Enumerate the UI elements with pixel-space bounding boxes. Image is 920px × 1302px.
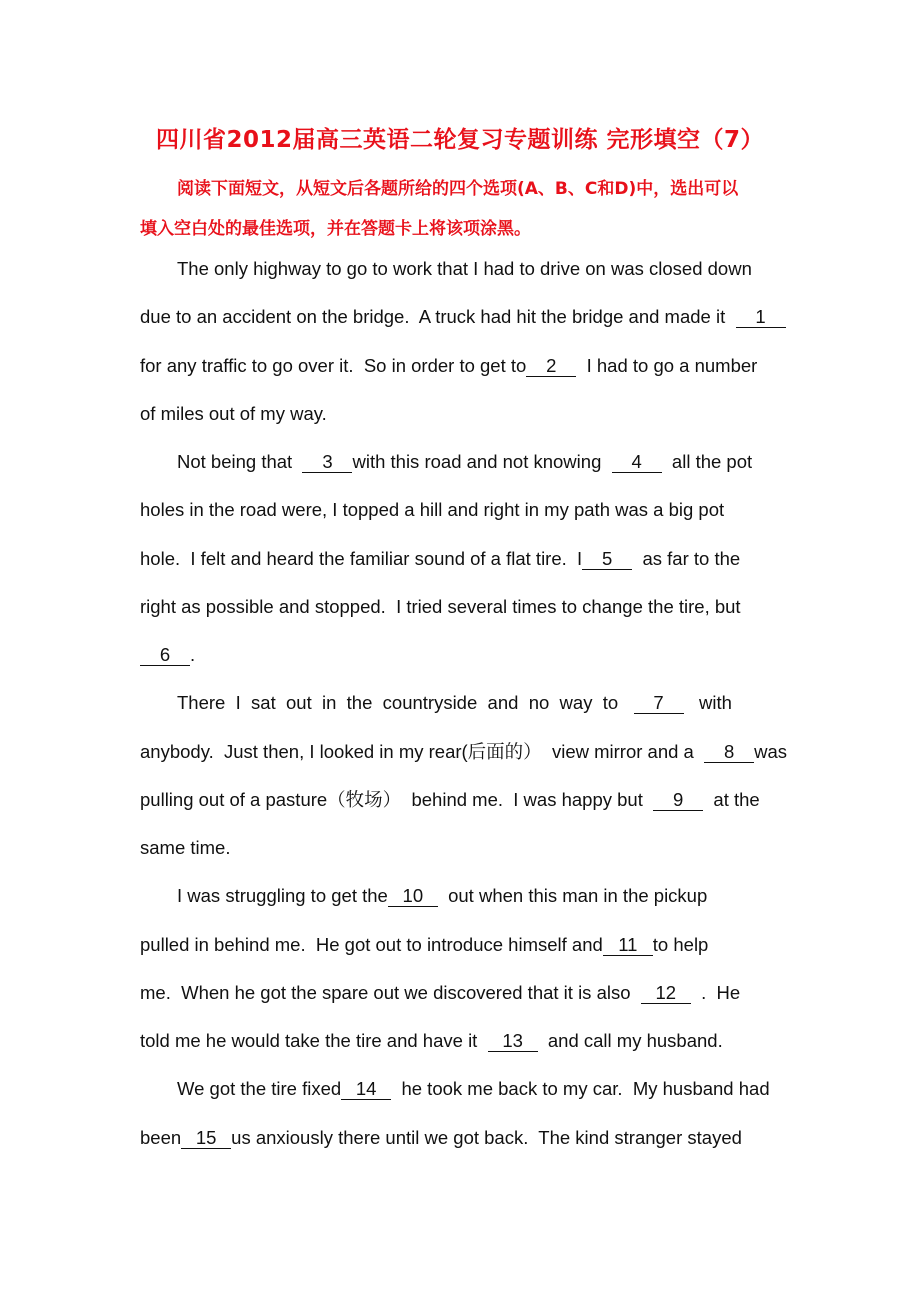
passage-line [140,547,816,571]
passage-text: for any traffic to go over it. So in order to get to [140,354,527,376]
passage-line [140,740,816,764]
blank-10: 10 [388,886,438,907]
blank-14: 14 [341,1079,391,1100]
blank-8: 8 [704,742,754,763]
passage-text: right as possible and stopped. I tried several times to change the tire, but [140,595,741,617]
passage-text: as far to the [632,547,741,569]
passage-line [140,788,816,812]
passage-text: to help [652,933,709,955]
passage-line [140,498,816,522]
blank-6: 6 [140,645,190,666]
blank-1: 1 [736,307,786,328]
blank-4: 4 [612,452,662,473]
passage-text: me. When he got the spare out we discovered that it is also [140,981,641,1003]
blank-13: 13 [488,1031,538,1052]
passage-line [177,257,816,281]
passage-text: all the pot [661,451,753,472]
passage-text: he took me back to my car. My husband had [391,1078,770,1100]
passage-line [177,884,816,908]
passage-text: . [190,644,196,665]
blank-12: 12 [641,983,691,1004]
blank-7: 7 [634,693,684,714]
passage-text: I had to go a number [576,354,758,376]
passage-line [140,981,816,1005]
blank-15: 15 [181,1128,231,1149]
passage-line [140,402,816,426]
passage-text: I was struggling to get the [177,885,388,907]
passage-text: at the [703,788,760,810]
passage-line [177,450,816,474]
passage-text: holes in the road were, I topped a hill and right in my path was a big pot [140,499,725,521]
passage-line [140,595,816,619]
passage-text: was [754,740,788,762]
passage-text: The only highway to go to work that I had to drive on was closed down [177,258,752,279]
passage-line [140,1126,816,1150]
passage-text: hole. I felt and heard the familiar sound of a flat tire. I [140,547,583,569]
blank-3: 3 [302,452,352,473]
passage-text: been [140,1126,182,1148]
passage-text: and call my husband. [537,1030,723,1051]
passage-text: We got the tire fixed [177,1078,342,1100]
passage-text: due to an accident on the bridge. A truck had hit the bridge and made it [140,306,736,328]
blank-2: 2 [526,356,576,377]
passage-text: pulling out of a pasture（牧场） behind me. I was happy but [140,788,654,810]
blank-11: 11 [603,935,653,956]
instructions-line-1: 阅读下面短文，从短文后各题所给的四个选项(A、B、C和D)中，选出可以 [177,179,739,199]
passage-line [140,305,816,329]
passage-text: us anxiously there until we got back. The kind stranger stayed [231,1126,742,1148]
document-title: 四川省2012届高三英语二轮复习专题训练 完形填空（7） [155,127,765,153]
passage-text: Not being that [177,451,303,472]
passage-line [177,691,816,715]
passage-line [177,1077,816,1101]
passage-text: told me he would take the tire and have it [140,1030,488,1051]
passage-text: of miles out of my way. [140,402,327,424]
blank-5: 5 [582,549,632,570]
passage-text: out when this man in the pickup [437,885,708,907]
passage-text: same time. [140,837,231,858]
passage-line [140,1029,816,1053]
passage-text: . He [690,981,741,1003]
passage-text: with [683,692,732,714]
blank-9: 9 [653,790,703,811]
passage-line [140,933,816,957]
passage-line [140,354,816,378]
passage-text: with this road and not knowing [352,451,612,472]
passage-line [140,836,816,860]
passage-text: pulled in behind me. He got out to introduce himself and [140,933,603,955]
instructions-line-2: 填入空白处的最佳选项，并在答题卡上将该项涂黑。 [140,219,531,239]
passage-text: anybody. Just then, I looked in my rear(后面的） view mirror and a [140,740,705,762]
passage-line [140,643,816,667]
passage-text: There I sat out in the countryside and no way to [177,692,634,714]
